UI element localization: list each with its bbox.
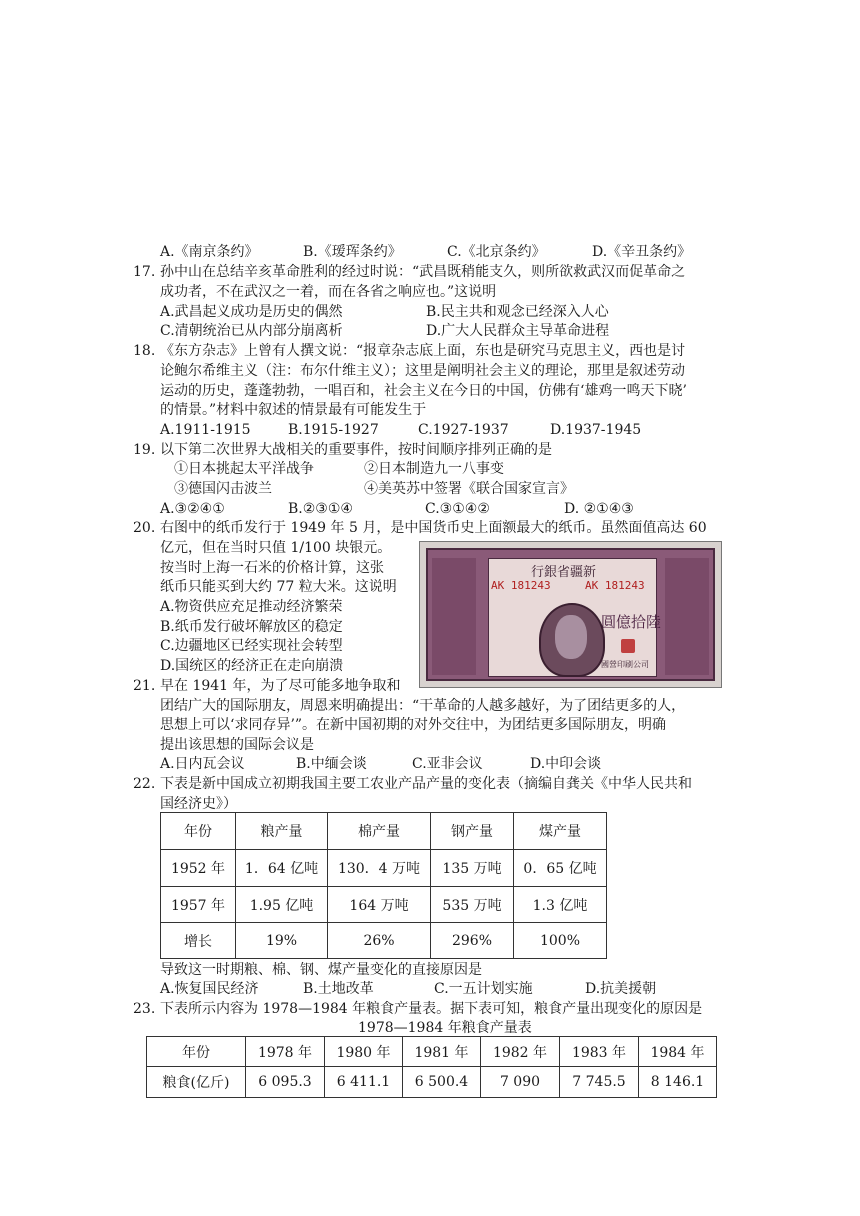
q18-stem-line: 论鲍尔希维主义（注：布尔什维主义）；这里是阐明社会主义的理论，那里是叙述劳动 xyxy=(160,363,685,379)
banknote-serial-right: AK 181243 xyxy=(585,579,645,592)
table-cell: 1．64 亿吨 xyxy=(236,850,328,887)
q23-number: 23. xyxy=(133,1001,156,1017)
q22-stem-line: 下表是新中国成立初期我国主要工农业产品产量的变化表（摘编自龚关《中华人民共和 xyxy=(160,776,692,792)
banknote-left-panel xyxy=(432,558,476,675)
q18-option-c[interactable]: C.1927-1937 xyxy=(418,422,509,438)
q22-option-d[interactable]: D.抗美援朝 xyxy=(585,981,657,997)
table-cell: 1.3 亿吨 xyxy=(514,887,607,923)
table-cell: 1.95 亿吨 xyxy=(236,887,328,923)
q19-option-b[interactable]: B.②③①④ xyxy=(288,501,353,517)
q22-followup: 导致这一时期粮、棉、钢、煤产量变化的直接原因是 xyxy=(160,962,482,978)
q16-option-d[interactable]: D.《辛丑条约》 xyxy=(592,244,692,260)
q17-stem-line: 成功者，不在武汉之一着，而在各省之响应也。”这说明 xyxy=(160,284,497,300)
table-cell: 26% xyxy=(328,923,431,959)
table-cell: 19% xyxy=(236,923,328,959)
q19-option-a[interactable]: A.③②④① xyxy=(160,501,225,517)
q17-number: 17. xyxy=(133,264,156,280)
q19-option-c[interactable]: C.③①④② xyxy=(425,501,490,517)
table-cell: 0．65 亿吨 xyxy=(514,850,607,887)
table-cell: 粮食(亿斤) xyxy=(147,1067,246,1098)
table-header-cell: 1978 年 xyxy=(246,1037,325,1067)
q19-option-d[interactable]: D. ②①④③ xyxy=(564,501,634,517)
q17-option-d[interactable]: D.广大人民群众主导革命进程 xyxy=(426,323,610,339)
banknote-image xyxy=(419,541,722,688)
q16-option-b[interactable]: B.《瑷珲条约》 xyxy=(303,244,402,260)
q20-stem-line: 右图中的纸币发行于 1949 年 5 月，是中国货币史上面额最大的纸币。虽然面值高达 60 xyxy=(160,520,707,536)
table-header-cell: 钢产量 xyxy=(431,813,514,850)
table-cell: 130．4 万吨 xyxy=(328,850,431,887)
table-header-cell: 年份 xyxy=(161,813,236,850)
table-row xyxy=(147,1067,717,1098)
q18-stem-line: 运动的历史，蓬蓬勃勃，一唱百和，社会主义在今日的中国，仿佛有‘雄鸡一鸣天下晓’ xyxy=(160,383,687,399)
table-header-row xyxy=(147,1037,717,1067)
q23-table-title: 1978—1984 年粮食产量表 xyxy=(358,1020,532,1036)
q18-option-b[interactable]: B.1915-1927 xyxy=(288,422,379,438)
table-cell: 6 500.4 xyxy=(403,1067,481,1098)
q17-option-a[interactable]: A.武昌起义成功是历史的偶然 xyxy=(160,304,343,320)
q21-stem-line: 思想上可以‘求同存异’”。在新中国初期的对外交往中，为团结更多国际朋友，明确 xyxy=(160,717,667,733)
q21-option-d[interactable]: D.中印会谈 xyxy=(530,756,602,772)
banknote-printer: 國營印刷公司 xyxy=(601,660,649,669)
q16-option-a[interactable]: A.《南京条约》 xyxy=(160,244,259,260)
table-header-cell: 年份 xyxy=(147,1037,246,1067)
q19-number: 19. xyxy=(133,442,156,458)
banknote-serial-left: AK 181243 xyxy=(491,579,551,592)
q20-option-a[interactable]: A.物资供应充足推动经济繁荣 xyxy=(160,599,343,615)
q20-stem-line: 亿元，但在当时只值 1/100 块银元。 xyxy=(160,540,392,556)
table-cell: 1957 年 xyxy=(161,887,236,923)
table-cell: 535 万吨 xyxy=(431,887,514,923)
q21-option-c[interactable]: C.亚非会议 xyxy=(412,756,483,772)
table-header-cell: 1982 年 xyxy=(481,1037,560,1067)
q18-stem-line: 《东方杂志》上曾有人撰文说：“报章杂志底上面，东也是研究马克思主义，西也是讨 xyxy=(160,343,686,359)
portrait-image xyxy=(539,603,605,677)
table-cell: 296% xyxy=(431,923,514,959)
banknote-center xyxy=(488,558,662,677)
q16-option-c[interactable]: C.《北京条约》 xyxy=(447,244,546,260)
banknote-denomination: 圓億拾陸 xyxy=(601,613,662,631)
table-cell: 7 745.5 xyxy=(560,1067,639,1098)
table-cell: 6 411.1 xyxy=(325,1067,403,1098)
table-cell: 6 095.3 xyxy=(246,1067,325,1098)
q23-stem-line: 下表所示内容为 1978—1984 年粮食产量表。据下表可知，粮食产量出现变化的原因是 xyxy=(160,1001,703,1017)
table-cell: 增长 xyxy=(161,923,236,959)
table-cell: 1952 年 xyxy=(161,850,236,887)
table-header-cell: 1984 年 xyxy=(639,1037,717,1067)
production-table xyxy=(160,812,607,959)
banknote-bank-name: 行銀省疆新 xyxy=(531,565,597,580)
q17-option-b[interactable]: B.民主共和观念已经深入人心 xyxy=(426,304,609,320)
table-header-cell: 1981 年 xyxy=(403,1037,481,1067)
q21-option-b[interactable]: B.中缅会谈 xyxy=(296,756,367,772)
table-cell: 8 146.1 xyxy=(639,1067,717,1098)
q21-number: 21. xyxy=(133,678,156,694)
q20-option-d[interactable]: D.国统区的经济正在走向崩溃 xyxy=(160,658,344,674)
q19-event: ④美英苏中签署《联合国家宣言》 xyxy=(364,481,574,497)
q18-number: 18. xyxy=(133,343,156,359)
red-seal-icon xyxy=(621,639,635,653)
q18-stem-line: 的情景。”材料中叙述的情景最有可能发生于 xyxy=(160,402,427,418)
q20-number: 20. xyxy=(133,520,156,536)
q22-number: 22. xyxy=(133,776,156,792)
table-header-cell: 1980 年 xyxy=(325,1037,403,1067)
grain-table xyxy=(146,1036,717,1098)
q22-stem-line: 国经济史》） xyxy=(160,796,237,812)
table-cell: 7 090 xyxy=(481,1067,560,1098)
q21-option-a[interactable]: A.日内瓦会议 xyxy=(160,756,245,772)
table-cell: 135 万吨 xyxy=(431,850,514,887)
q22-option-a[interactable]: A.恢复国民经济 xyxy=(160,981,259,997)
table-cell: 100% xyxy=(514,923,607,959)
table-header-cell: 1983 年 xyxy=(560,1037,639,1067)
table-row xyxy=(161,923,607,959)
table-row xyxy=(161,850,607,887)
banknote-body xyxy=(426,548,715,681)
banknote-right-panel xyxy=(665,558,709,675)
q18-option-d[interactable]: D.1937-1945 xyxy=(550,422,642,438)
q20-option-c[interactable]: C.边疆地区已经实现社会转型 xyxy=(160,638,343,654)
q20-option-b[interactable]: B.纸币发行破坏解放区的稳定 xyxy=(160,619,343,635)
q18-option-a[interactable]: A.1911-1915 xyxy=(160,422,251,438)
q20-stem-line: 按当时上海一石米的价格计算，这张 xyxy=(160,560,384,576)
q19-event: ③德国闪击波兰 xyxy=(174,481,272,497)
q19-event: ①日本挑起太平洋战争 xyxy=(174,461,314,477)
q22-option-c[interactable]: C.一五计划实施 xyxy=(434,981,533,997)
q20-stem-line: 纸币只能买到大约 77 粒大米。这说明 xyxy=(160,579,397,595)
q21-stem-line: 提出该思想的国际会议是 xyxy=(160,737,314,753)
q19-stem-line: 以下第二次世界大战相关的重要事件，按时间顺序排列正确的是 xyxy=(160,442,552,458)
q17-stem-line: 孙中山在总结辛亥革命胜利的经过时说：“武昌既稍能支久，则所欲救武汉而促革命之 xyxy=(160,264,686,280)
portrait-face xyxy=(555,615,587,659)
q22-option-b[interactable]: B.土地改革 xyxy=(303,981,374,997)
table-header-cell: 棉产量 xyxy=(328,813,431,850)
q21-stem-line: 团结广大的国际朋友，周恩来明确提出：“干革命的人越多越好，为了团结更多的人， xyxy=(160,698,686,714)
table-header-row xyxy=(161,813,607,850)
table-cell: 164 万吨 xyxy=(328,887,431,923)
table-header-cell: 煤产量 xyxy=(514,813,607,850)
q19-event: ②日本制造九一八事变 xyxy=(364,461,504,477)
table-row xyxy=(161,887,607,923)
q21-stem-line: 早在 1941 年，为了尽可能多地争取和 xyxy=(160,678,401,694)
q17-option-c[interactable]: C.清朝统治已从内部分崩离析 xyxy=(160,323,343,339)
table-header-cell: 粮产量 xyxy=(236,813,328,850)
